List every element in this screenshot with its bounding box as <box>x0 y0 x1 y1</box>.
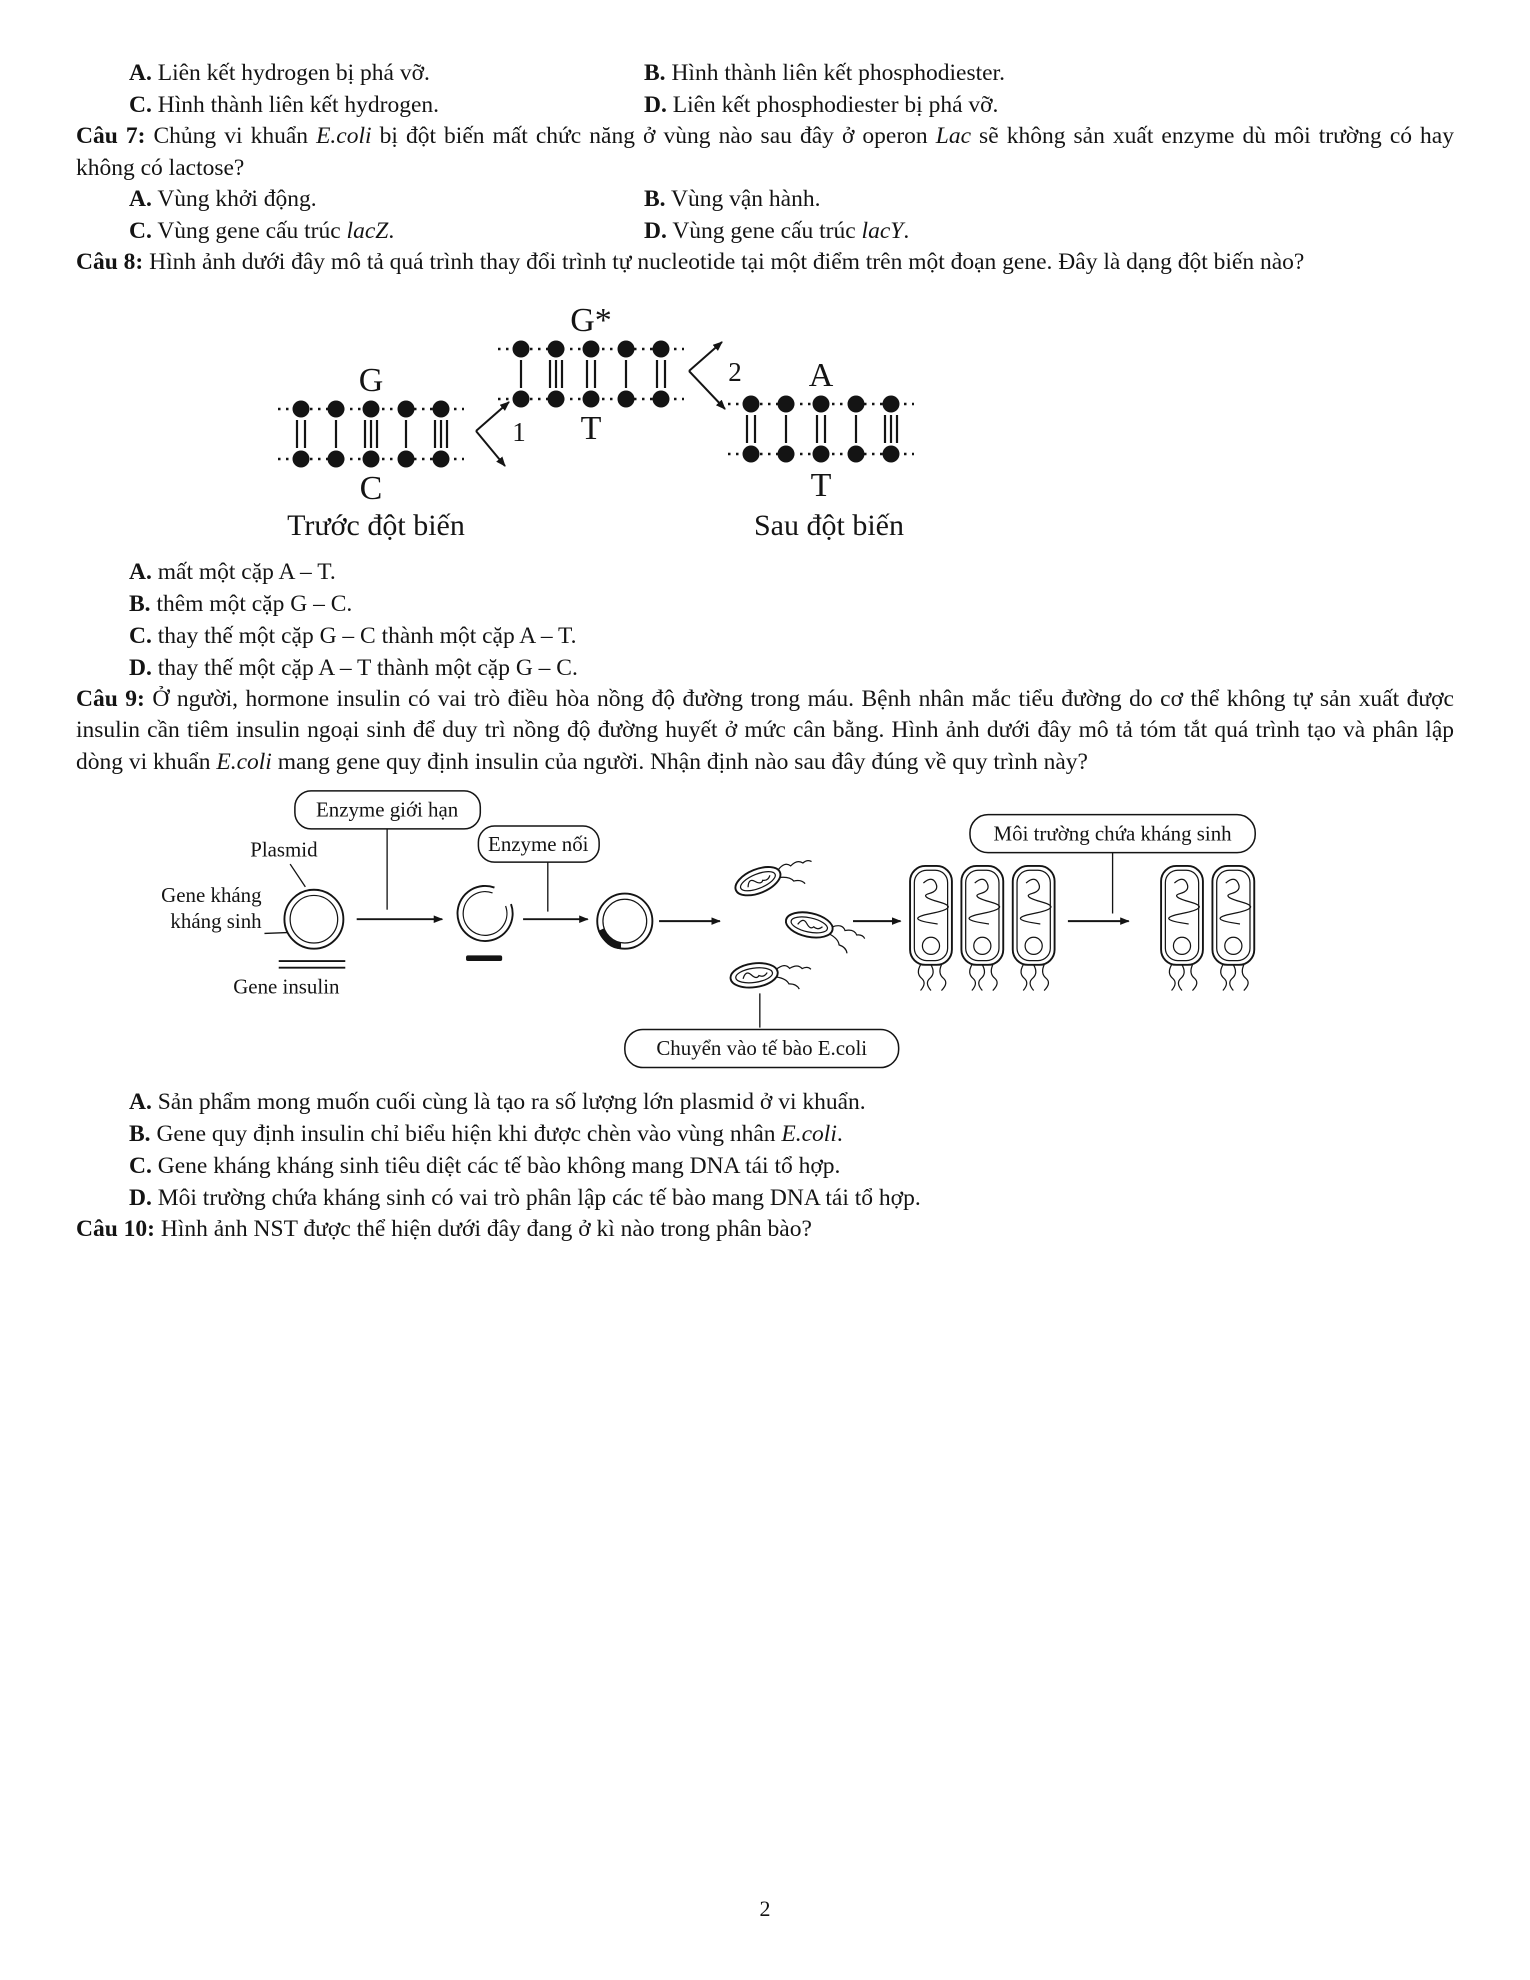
italic-term: E.coli <box>781 1121 837 1147</box>
option-letter: C. <box>129 1153 152 1179</box>
option-letter: C. <box>129 91 152 118</box>
option-text: Gene quy định insulin chỉ biểu hiện khi được chèn vào vùng nhân <box>156 1121 782 1147</box>
option-letter: A. <box>129 1089 152 1115</box>
insulin-gene-label: Gene insulin <box>233 974 340 999</box>
q7-options <box>129 184 1454 247</box>
question-9-text <box>76 684 1454 779</box>
option-letter: B. <box>129 1121 151 1147</box>
q6-option-c <box>129 90 644 122</box>
transformed-cell <box>1013 866 1055 991</box>
question-text: mang gene quy định insulin của người. Nhận định nào sau đây đúng về quy trình này? <box>271 748 1088 775</box>
ecoli-bacteria-group <box>729 849 868 1028</box>
transformed-cells-group <box>910 866 1055 991</box>
base-g-star-label: G* <box>570 301 612 339</box>
base-a-label: A <box>808 356 834 394</box>
base-t-label: T <box>810 466 832 504</box>
q9-option-c <box>129 1150 1454 1182</box>
option-letter: D. <box>129 654 152 681</box>
q6-option-a <box>129 58 644 90</box>
replication-step-2 <box>689 342 742 409</box>
option-text: Liên kết hydrogen bị phá vỡ. <box>157 60 430 86</box>
option-text: Hình thành liên kết hydrogen. <box>157 91 440 118</box>
question-7-text <box>76 121 1454 184</box>
option-text: Gene kháng kháng sinh tiêu diệt các tế bào không mang DNA tái tổ hợp. <box>157 1153 841 1179</box>
plasmid-group <box>161 837 345 998</box>
q8-options <box>129 556 1454 684</box>
option-text: Hình thành liên kết phosphodiester. <box>671 60 1005 86</box>
selected-cells-group <box>1161 866 1254 991</box>
option-letter: D. <box>644 91 667 118</box>
ecoli-cell <box>731 849 818 909</box>
step-2-number: 2 <box>728 356 742 387</box>
question-label: Câu 10: <box>76 1216 155 1242</box>
base-c-label: C <box>359 469 383 507</box>
question-text: bị đột biến mất chức năng ở vùng nào sau đây ở operon <box>371 123 936 149</box>
question-label: Câu 8: <box>76 249 144 275</box>
ecoli-cell <box>782 908 868 956</box>
question-10-text <box>76 1214 1454 1246</box>
plasmid-circle <box>284 890 343 949</box>
recombinant-plasmid <box>597 894 652 949</box>
option-letter: B. <box>644 60 666 86</box>
question-label: Câu 9: <box>76 685 145 712</box>
q9-options <box>129 1086 1454 1214</box>
option-text: thêm một cặp G – C. <box>156 590 353 617</box>
q8-option-b <box>129 588 1454 620</box>
dna-segment-before <box>278 362 465 542</box>
q8-option-c <box>129 620 1454 652</box>
question-text: sẽ không sản xuất enzyme dù môi trường có hay không có lactose? <box>76 123 1454 181</box>
antibiotic-medium-label: Môi trường chứa kháng sinh <box>993 821 1232 846</box>
q6-option-b <box>644 58 1454 90</box>
ligase-enzyme-callout <box>478 826 599 912</box>
option-text: Sản phẩm mong muốn cuối cùng là tạo ra số lượng lớn plasmid ở vi khuẩn. <box>157 1089 866 1115</box>
transformed-cell <box>910 866 952 991</box>
q9-option-d <box>129 1182 1454 1214</box>
option-text: Vùng gene cấu trúc <box>157 217 347 244</box>
q7-option-a <box>129 184 644 216</box>
q6-options <box>129 58 1454 121</box>
option-letter: A. <box>129 186 152 212</box>
transfer-label: Chuyển vào tế bào E.coli <box>656 1036 868 1061</box>
option-letter: B. <box>644 186 666 212</box>
antibiotic-resistance-gene-label: Gene kháng <box>161 883 262 908</box>
q9-option-a <box>129 1086 1454 1118</box>
transfer-callout <box>625 1030 899 1068</box>
question-text: Ở người, hormone insulin có vai trò điều hòa nồng độ đường trong máu. Bệnh nhân mắc tiểu đường do cơ thể không tự sản xuất được insulin cần tiêm insulin ngoại sinh để duy trì nồng độ đường huyết ở mức cân bằng. Hình ảnh dưới đây mô tả tóm tắt quá trình tạo và phân lập dòng vi khuẩn <box>76 685 1454 775</box>
option-letter: D. <box>129 1185 152 1211</box>
option-text: . <box>903 217 910 244</box>
base-t-label: T <box>580 409 602 447</box>
plasmid-cloning-figure <box>128 788 1308 1078</box>
transformed-cell <box>961 866 1003 991</box>
question-text: Chủng vi khuẩn <box>145 123 317 149</box>
option-letter: A. <box>129 60 152 86</box>
before-mutation-caption: Trước đột biến <box>287 508 465 542</box>
q9-option-b <box>129 1118 1454 1150</box>
step-1-number: 1 <box>512 416 526 447</box>
after-mutation-caption: Sau đột biến <box>754 508 904 542</box>
replication-step-1 <box>476 402 526 466</box>
italic-term: lacZ <box>346 217 389 244</box>
selected-cell <box>1161 866 1203 991</box>
italic-term: E.coli <box>216 748 272 775</box>
restriction-enzyme-label: Enzyme giới hạn <box>315 797 459 822</box>
dna-mutation-figure <box>276 299 936 544</box>
page-number: 2 <box>759 1896 771 1921</box>
question-label: Câu 7: <box>76 123 146 149</box>
option-letter: C. <box>129 217 152 244</box>
q7-option-d <box>644 216 1454 248</box>
q7-option-c <box>129 216 644 248</box>
q8-option-d <box>129 652 1454 684</box>
dna-segment-after <box>728 357 914 542</box>
selected-cell <box>1212 866 1254 991</box>
option-text: Vùng vận hành. <box>671 186 821 212</box>
question-text: Hình ảnh NST được thể hiện dưới đây đang ở kì nào trong phân bào? <box>155 1216 812 1242</box>
q8-option-a <box>129 556 1454 588</box>
q6-option-d <box>644 90 1454 122</box>
ecoli-cell <box>729 956 813 999</box>
question-text: Hình ảnh dưới đây mô tả quá trình thay đổi trình tự nucleotide tại một điểm trên một đoạn gene. Đây là dạng đột biến nào? <box>143 249 1305 275</box>
italic-term: E.coli <box>316 123 372 149</box>
italic-term: Lac <box>935 123 971 149</box>
option-letter: D. <box>644 217 667 244</box>
option-text: thay thế một cặp G – C thành một cặp A – T. <box>157 622 577 649</box>
italic-term: lacY <box>861 217 904 244</box>
option-letter: C. <box>129 622 152 649</box>
antibiotic-resistance-gene-label-2: kháng sinh <box>170 908 262 933</box>
option-text: thay thế một cặp A – T thành một cặp G – C. <box>157 654 578 681</box>
q7-option-b <box>644 184 1454 216</box>
option-letter: B. <box>129 590 151 617</box>
cut-plasmid <box>458 886 513 961</box>
option-text: Vùng gene cấu trúc <box>672 217 862 244</box>
option-text: . <box>388 217 395 244</box>
option-text: Liên kết phosphodiester bị phá vỡ. <box>672 91 999 118</box>
option-text: Môi trường chứa kháng sinh có vai trò phân lập các tế bào mang DNA tái tổ hợp. <box>157 1185 921 1211</box>
excised-gene-fragment <box>466 955 502 961</box>
ligase-enzyme-label: Enzyme nối <box>488 831 589 856</box>
plasmid-label: Plasmid <box>250 837 318 862</box>
option-text: Vùng khởi động. <box>157 186 317 212</box>
option-text: . <box>836 1121 843 1147</box>
option-text: mất một cặp A – T. <box>157 558 336 585</box>
base-g-label: G <box>358 361 384 399</box>
option-letter: A. <box>129 558 152 585</box>
question-8-text <box>76 247 1454 279</box>
dna-segment-intermediate <box>498 302 684 447</box>
